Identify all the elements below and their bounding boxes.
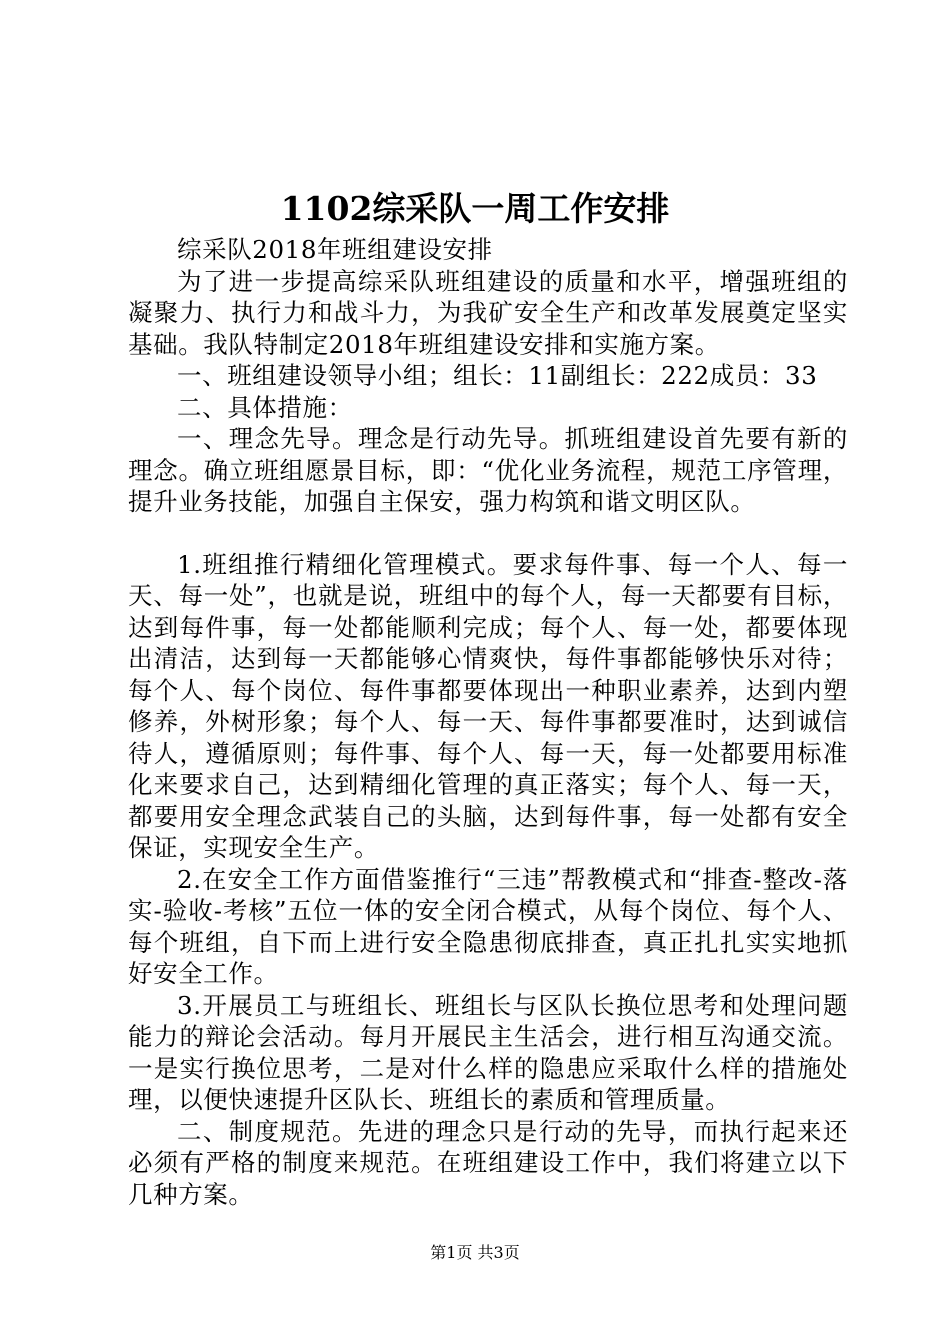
paragraph-subtitle: 综采队2018年班组建设安排 xyxy=(177,235,493,264)
paragraph-leadership-group: 一、班组建设领导小组；组长：11副组长：222成员：33 xyxy=(177,361,818,390)
paragraph-item-2: 2.在安全工作方面借鉴推行“三违”帮教模式和“排查-整改-落实-验收-考核”五位一体的安全闭合模式，从每个岗位、每个人、每个班组，自下而上进行安全隐患彻底排查，真正扎扎实实地抓好安全工作。 xyxy=(128,864,848,988)
paragraph-system-norms: 二、制度规范。先进的理念只是行动的先导，而执行起来还必须有严格的制度来规范。在班组建设工作中，我们将建立以下几种方案。 xyxy=(128,1116,848,1209)
document-title: 1102综采队一周工作安排 xyxy=(280,189,670,228)
paragraph-concept-first: 一、理念先导。理念是行动先导。抓班组建设首先要有新的理念。确立班组愿景目标，即：“优化业务流程，规范工序管理，提升业务技能，加强自主保安，强力构筑和谐文明区队。 xyxy=(128,424,848,516)
paragraph-item-1: 1.班组推行精细化管理模式。要求每件事、每一个人、每一天、每一处”，也就是说，班组中的每个人，每一天都要有目标，达到每件事，每一处都能顺利完成；每个人、每一处，都要体现出清洁，达到每一天都能够心情爽快，每件事都能够快乐对待；每个人、每个岗位、每件事都要体现出一种职业素养，达到内塑修养，外树形象；每个人、每一天、每件事都要准时，达到诚信待人，遵循原则；每件事、每个人、每一天，每一处都要用标准化来要求自己，达到精细化管理的真正落实；每个人、每一天，都要用安全理念武装自己的头脑，达到每件事，每一处都有安全保证，实现安全生产。 xyxy=(128,549,848,862)
document-body xyxy=(128,234,848,1210)
paragraph-intro: 为了进一步提高综采队班组建设的质量和水平，增强班组的凝聚力、执行力和战斗力，为我矿安全生产和改革发展奠定坚实基础。我队特制定2018年班组建设安排和实施方案。 xyxy=(128,266,848,359)
paragraph-spacer xyxy=(128,518,848,549)
paragraph-item-3: 3.开展员工与班组长、班组长与区队长换位思考和处理问题能力的辩论会活动。每月开展民主生活会，进行相互沟通交流。一是实行换位思考，二是对什么样的隐患应采取什么样的措施处理，以便快速提升区队长、班组长的素质和管理质量。 xyxy=(128,990,848,1114)
page-footer: 第1页 共3页 xyxy=(430,1243,520,1262)
paragraph-measures-heading: 二、具体措施： xyxy=(177,392,353,422)
